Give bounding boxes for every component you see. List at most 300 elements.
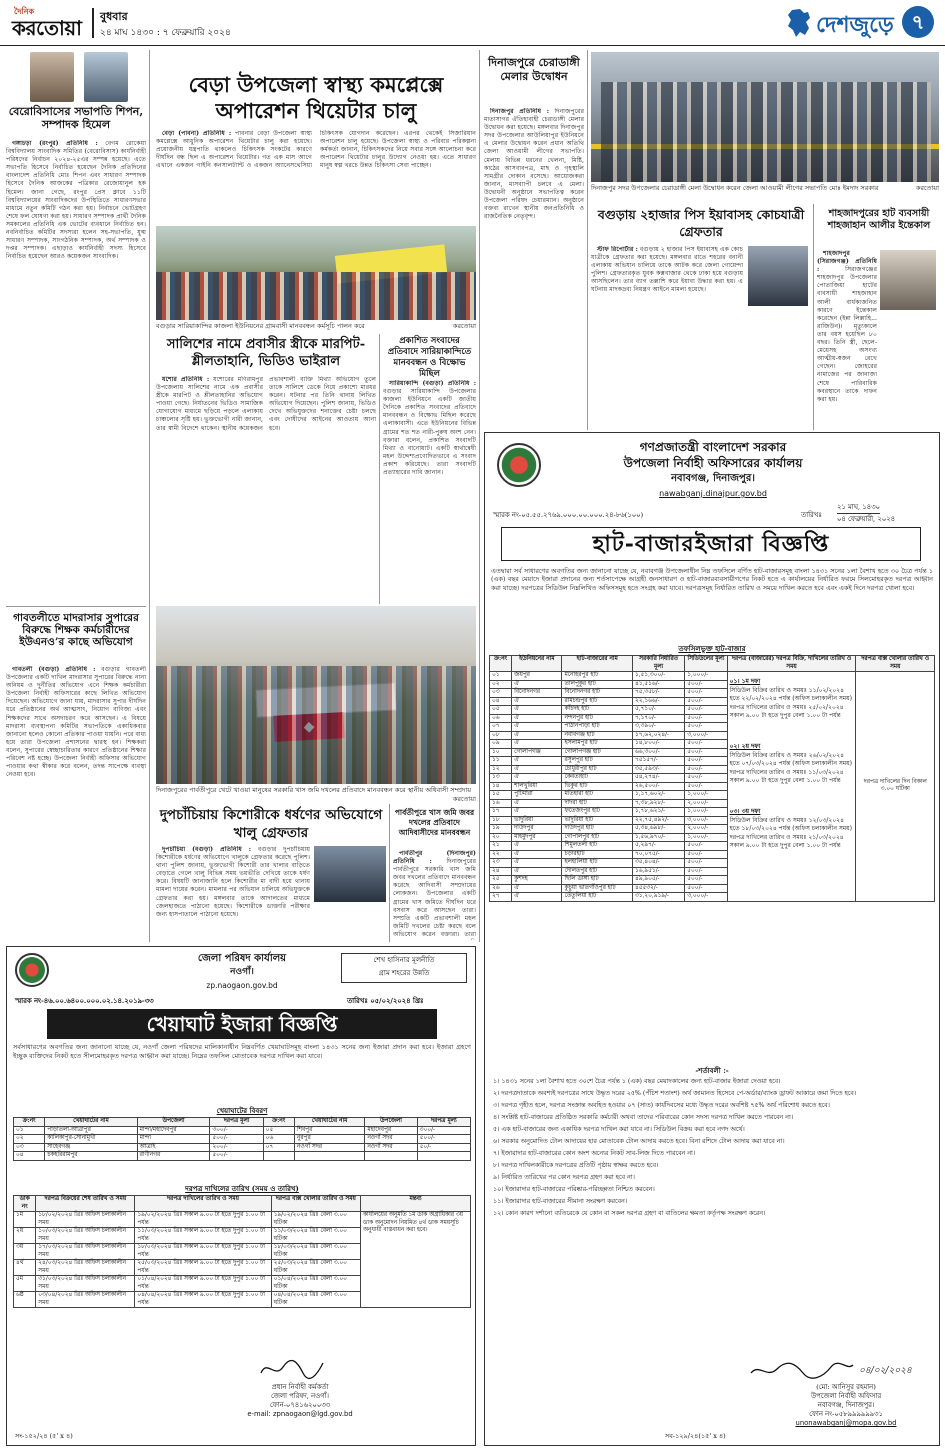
profile-article — [6, 140, 146, 602]
table-cell: ৩,০০০/- — [685, 731, 727, 740]
table-cell: ০১ — [14, 1126, 45, 1135]
table-cell: ঐ — [512, 731, 562, 740]
table-cell: ২৬,৫০০/- — [632, 782, 684, 791]
dinajpur-rule — [587, 50, 588, 430]
protest-headline: প্রকাশিত সংবাদের প্রতিবাদে সারিয়াকান্দিতে মানববন্ধন ও বিক্ষোভ মিছিল — [387, 336, 472, 379]
zp-phone: ফোন-০৭৪১৬২০০৩৩ — [269, 1401, 331, 1409]
table-cell: পুটিমারা — [512, 791, 562, 800]
dignitaries-decoration — [601, 82, 931, 182]
zp-slogan-box — [341, 953, 467, 983]
table-cell: ৪র্থ — [14, 1260, 36, 1276]
table-cell: ৫০০/- — [685, 782, 727, 791]
yaba-headline: বগুড়ায় ২হাজার পিস ইয়াবাসহ কোচযাত্রী গ্রেফতার — [597, 207, 805, 239]
table-cell: ১৭,৬২,০২৪/- — [632, 731, 684, 740]
yaba-dateline: স্টাফ রিপোর্টার : — [597, 246, 638, 253]
zp-sign-title: প্রধান নির্বাহী কর্মকর্তা — [271, 1383, 329, 1391]
zp-memo: স্মারক নং-৪৬.০০.৬৪০০.০০০.০২.১৪.২০১৯-৩৩ — [15, 997, 154, 1005]
table-cell: ০৪ — [14, 1152, 45, 1161]
condition-item: ৫। এক হাট-বাজারের জন্য একাধিক দরপত্র দাখিল করা যাবে না। সিডিউল বিক্রয় করা হবে নগদ অর্থে। — [493, 1126, 745, 1133]
parbatipur-body: দিনাজপুরের পার্বতীপুরে সরকারি খাস জমি জবর দখলের প্রতিবাদে মানববন্ধন করেছে আদিবাসী সম্প্রদায়ের লোকজন। উপজেলার একটি গ্রামের খাস জমিতে দীর্ঘদিন ধরে বসবাস করে আসছেন তারা। সম্প্রতি একটি প্রভাবশালী মহল জমিটি দখলের চেষ্টা করছে বলে অভিযোগ করেন বক্তারা। তারা — [393, 858, 476, 938]
dinajpur-dateline: দিনাজপুর প্রতিনিধি : — [490, 108, 549, 115]
table-cell: ইসলামপুর হাট — [562, 740, 632, 749]
table-cell: ৩,০০০/- — [685, 893, 727, 902]
table-cell: মতিহারা হাট — [562, 791, 632, 800]
zp-email[interactable]: e-mail: zpnaogaon@lgd.gov.bd — [247, 1410, 353, 1418]
condition-item: ৩। দরপত্র গৃহীত হলে, দরপত্র সংক্রান্ত অবহিত হওয়ার ০৭ (সাত) কার্যদিবসের মধ্যে উদ্ধৃত দরের অবশিষ্ট ৭৫% অর্থ পরিশোধ করতে হবে। — [493, 1102, 830, 1109]
uno-sign-title: উপজেলা নির্বাহী অফিসার — [810, 1392, 882, 1400]
table-cell: ঐ — [512, 893, 562, 902]
table-cell: গোলাপগঞ্জ হাট — [562, 748, 632, 757]
table-cell: ০৩/০৪/২০২৪ খ্রিঃ অফিস চলাকালীন সময় — [36, 1292, 135, 1308]
dinajpur-headline: দিনাজপুরে চেরাডাঙ্গী মেলার উদ্বোধন — [488, 56, 580, 83]
table-cell: ৫০০/- — [685, 740, 727, 749]
table-cell: ২১ — [490, 842, 512, 851]
schedule-header: ডাক নং — [14, 1196, 36, 1212]
masthead-divider — [92, 8, 94, 38]
table-cell: গোলাপগঞ্জ — [512, 748, 562, 757]
top-story-dateline: বেড়া (পাবনা) প্রতিনিধি : — [162, 130, 232, 137]
death-headline: শাহজাদপুরের হাট ব্যবসায়ী শাহজাহান আলীর ইন্তেকাল — [827, 208, 931, 231]
phase-title: ০৩। ৩য় দফা — [729, 807, 761, 815]
table-cell: রসুলপুর হাট — [562, 757, 632, 766]
protest-photo — [156, 606, 476, 784]
table-cell: রাণীনগর — [137, 1152, 210, 1161]
table-cell: ৫০০/- — [685, 714, 727, 723]
table-cell: ১৮/০৩/২০২৪ খ্রিঃ সকাল ৯.০০ টা হতে দুপুর ১.০০ টা পর্যন্ত — [135, 1244, 271, 1260]
table-cell: ৫০০/- — [210, 1152, 263, 1161]
ferry-table-header: উপজেলা — [137, 1118, 210, 1127]
yaba-article — [591, 246, 743, 426]
table-cell: ২৪/০৩/২০২৪ খ্রিঃ অফিস চলাকালীন সময় — [36, 1260, 135, 1276]
gov-website[interactable]: nawabganj.dinajpur.gov.bd — [659, 489, 767, 498]
table-cell: ২৫/০৩/২০২৪ খ্রিঃ বেলা ৩.০০ ঘটিকা — [271, 1260, 360, 1276]
madrasa-headline: গাবতলীতে মাদরাসার সুপারের বিরুদ্ধে শিক্ষক কর্মচারীদের ইউএনও’র কাছে অভিযোগ — [13, 612, 139, 649]
table-cell: ৩,৩৯০/- — [632, 723, 684, 732]
table-cell: নওগাঁ সদর — [294, 1143, 364, 1152]
table-cell: বিনোদনগর হাট — [562, 689, 632, 698]
table-cell: শিমুলতলী হাট — [562, 842, 632, 851]
table-cell: ৭৫১৫৭/- — [632, 757, 684, 766]
condition-item: ১০। ইজারাদার হাট-বাজারের পরিষ্কার-পরিচ্ছন্নতা নিশ্চিত করবেন। — [493, 1186, 655, 1193]
salish-headline: সালিশের নামে প্রবাসীর স্ত্রীকে মারপিট-শ্লীলতাহানি, ভিডিও ভাইরাল — [166, 337, 366, 369]
dinajpur-article — [484, 108, 584, 426]
salish-dateline: যশোর প্রতিনিধি : — [162, 376, 210, 383]
table-cell: ২,০০০/- — [685, 799, 727, 808]
table-cell: ঐ — [512, 714, 562, 723]
table-cell: দাউদপুর হাট — [562, 825, 632, 834]
table-cell: ৩৫,৫৯৩/- — [632, 765, 684, 774]
zp-seal-icon — [15, 953, 49, 987]
table-cell: ০৪ — [490, 697, 512, 706]
ferry-table-header: ক্র:নং — [14, 1118, 45, 1127]
gov-date-2: ০৪ ফেব্রুয়ারী, ২০২৪ — [837, 515, 896, 523]
table-cell: ৫০০/- — [685, 697, 727, 706]
arrest-rule — [389, 804, 390, 942]
uno-signature-icon — [747, 1359, 857, 1381]
table-cell: ঐ — [512, 680, 562, 689]
phase-text: সিডিউল বিক্রির তারিখ ও সময়ঃ ১২/০৩/২০২৪ হতে ১৮/০৩/২০২৪ পর্যন্ত (অফিস চলাকালীন সময়) দরপত্র দাখিলের তারিখ ও সময়ঃ ২১/০৩/২০২৪ সকাল ৯.০০ টা হতে দুপুর বেলা ১.০০ টা পর্যন্ত — [729, 816, 852, 850]
phase-schedule-cell — [727, 672, 856, 902]
condition-item: ৯। নির্ধারিত তারিখের পর কোন দরপত্র গ্রহণ করা হবে না। — [493, 1174, 635, 1181]
table-cell: ০১ — [490, 672, 512, 681]
table-cell: ৩০০/- — [417, 1126, 470, 1135]
masthead-brand-small: দৈনিক — [14, 6, 35, 16]
table-cell: ১৭/০৩/২০২৪ খ্রিঃ অফিস চলাকালীন সময় — [36, 1244, 135, 1260]
fair-inauguration-credit: করতোয়া — [915, 184, 939, 192]
table-cell: ছিলি ডাঙ্গা হাট — [562, 876, 632, 885]
table-cell: ঐ — [512, 799, 562, 808]
table-cell: ৪১,৫১৬/- — [632, 680, 684, 689]
table-cell: ০৩ — [490, 689, 512, 698]
table-cell: ভাদুরিয়া হাট — [562, 816, 632, 825]
table-cell: চৌধুরীপুর হাট — [562, 765, 632, 774]
table-cell: ঐ — [512, 723, 562, 732]
human-chain-caption — [156, 322, 476, 331]
gov-intro: এতদ্বারা সর্ব সাধারণের অবগতির জন্য জানানো যাচ্ছে যে, নবাবগঞ্জ উপজেলাধীন নিম্ন তফসিলে বর্ণিত হাট-বাজারসমূহ বাংলা ১৪৩১ সনের ১লা বৈশাখ হতে ৩০ চৈত্র পর্যন্ত ১ (এক) বছর মেয়াদে ইজারা প্রদানের জন্য শর্তসাপেক্ষে আগ্রহী জনসাধারণ ও হাট-বাজারব্যবসায়ীগণের নিকট হতে এ কার্যালয়ের নির্ধারিত ফরমে সিলমোহরকৃত দরপত্র আহ্বান করা যাচ্ছে। দরপত্রের সিডিউল নিম্নলিখিত অফিসসমূহ হতে সংগ্রহ করা যাবে। দরপত্রসমূহ নির্ধারিত তারিখ ও সময়ে দাখিল করতে হবে এবং একই দিনে দরপত্র খোলা হবে। — [491, 567, 933, 592]
haat-bazar-table — [489, 655, 935, 902]
table-cell: ২৫/০৩/২০২৪ খ্রিঃ সকাল ৯.০০ টা হতে দুপুর ১.০০ টা পর্যন্ত — [135, 1260, 271, 1276]
table-cell: ভাদুরিয়া — [512, 816, 562, 825]
gov-seal-icon — [497, 443, 541, 487]
table-cell: ২,০০০/- — [685, 825, 727, 834]
table-cell: জয়পুর — [512, 672, 562, 681]
conditions-list — [493, 1077, 931, 1363]
protest-photo-caption — [156, 786, 476, 804]
table-cell: ১১/০৩/২০২৪ খ্রিঃ সকাল ৯.০০ টা হতে দুপুর ১.০০ টা পর্যন্ত — [135, 1228, 271, 1244]
table-cell: চড়ারহাট — [562, 850, 632, 859]
schedule-header-row — [14, 1196, 471, 1212]
table-cell: ০৩ — [14, 1143, 45, 1152]
table-cell: ০২ — [490, 680, 512, 689]
dinajpur-body: দিনাজপুরের মাতাসাগর ঐতিহ্যবাহী চেরাডাঙ্গী মেলার উদ্বোধন করা হয়েছে। মঙ্গলবার দিনাজপুর সদর উপজেলার আউলিয়াপুর ইউনিয়নে এ মেলার উদ্বোধন করেন প্রধান অতিথি জেলা আওয়ামী লীগের সভাপতি। মেলায় বিভিন্ন ধরনের খেলনা, মিষ্টি, কাঠের আসবাবপত্র, মাছ ও গৃহস্থালি সামগ্রীর দোকান বসেছে। আয়োজকরা জানান, মাসব্যাপী চলবে এ মেলা। উদ্বোধনী অনুষ্ঠানে সভাপতিত্ব করেন উপজেলা পরিষদ চেয়ারম্যান। অনুষ্ঠানে বক্তব্য রাখেন স্থানীয় জনপ্রতিনিধি ও রাজনৈতিক নেতৃবৃন্দ। — [484, 108, 584, 221]
phase-text: সিডিউল বিক্রির তারিখ ও সময়ঃ ১১/০২/২০২৪ হতে ২২/০২/২০২৪ পর্যন্ত (অফিস চলাকালীন সময়) দরপত্র দাখিলের তারিখ ও সময়ঃ ২৫/০২/২০২৪ সকাল ৯.০০ টা হতে দুপুর বেলা ১.০০ টা পর্যন্ত — [729, 686, 852, 720]
arrest-headline: দুপচাঁচিয়ায় কিশোরীকে ধর্ষণের অভিযোগে খালু গ্রেফতার — [159, 807, 383, 841]
table-cell: ৩১/০৩/২০২৪ খ্রিঃ অফিস চলাকালীন সময় — [36, 1276, 135, 1292]
left-col-rule — [149, 50, 150, 942]
table-cell: কালিকাপুর-সোনামুখী — [45, 1135, 137, 1144]
section-name: দেশজুড়ে — [816, 12, 894, 38]
table-cell: ১,৫১,৩০০/- — [632, 672, 684, 681]
schedule-header: দরপত্র দাখিলের তারিখ ও সময় — [135, 1196, 271, 1212]
schedule-title: দরপত্র দাখিলের তারিখ (সময় ও তারিখ) — [185, 1184, 299, 1193]
protest-dateline: সারিয়াকান্দি (বগুড়া) প্রতিনিধি : — [389, 380, 476, 387]
top-story-body: পাবনার বেড়া উপজেলা স্বাস্থ্য কমপ্লেক্সে আধুনিক অপারেশন থিয়েটার চালু করা হয়েছে। প্রয়োজনীয় যন্ত্রপাতি থাকলেও চিকিৎসক সংকটের কারণে দীর্ঘদিন বন্ধ ছিল এ অপারেশন থিয়েটার। গত এক মাস আগে এখানে একজন গাইনি কনসালট্যান্ট ও একজন অ্যানেসথেসিয়া চিকিৎসক যোগদান করেছেন। এরপর থেকেই সিজারিয়ান অপারেশন চালু হয়েছে। উপজেলা স্বাস্থ্য ও পরিবার পরিকল্পনা কর্মকর্তা জানান, চিকিৎসকদের নিয়ে সবার সঙ্গে আলোচনা করে অপারেশন থিয়েটার চালুর উদ্যোগ নেওয়া হয়। এতে সাধারণ মানুষ স্বল্প খরচে উন্নত চিকিৎসা সেবা পাচ্ছেন। — [156, 130, 476, 170]
table-cell: ০৭ — [490, 723, 512, 732]
open-time-cell — [856, 672, 935, 902]
table-cell: ৩১,২০,৯১৯/- — [632, 893, 684, 902]
table-cell: চকহরিরামপুর — [45, 1152, 137, 1161]
table-cell: নওগাঁ সদর — [365, 1143, 417, 1152]
phase-title: ০২। ২য় দফা — [729, 742, 761, 750]
condition-item: ৭। ইজারাদার হাট-বাজারের কোন অংশ অন্যের নিকট সাব-লিজ দিতে পারবেন না। — [493, 1150, 696, 1157]
table-cell: ২য় — [14, 1228, 36, 1244]
table-cell: ২৭ — [490, 893, 512, 902]
table-cell: ৫,৭১০/- — [632, 706, 684, 715]
profile-headline: বেরোবিসাসের সভাপতি শিপন, সম্পাদক হিমেল — [8, 105, 144, 131]
table-cell: ২৫ — [490, 876, 512, 885]
profile-body: বেগম রোকেয়া বিশ্ববিদ্যালয় সাংবাদিক সমিতির (বেরোবিসাস) কার্যনির্বাহী পরিষদের নির্বাচন ২০২৪-২৫এর সম্পন্ন হয়েছে। এতে সভাপতি হিসেবে নির্বাচিত হয়েছেন দৈনিক প্রতিদিনের বাংলাদেশ প্রতিনিধি মোঃ শিপন এবং সাধারণ সম্পাদক হিসেবে দৈনিক আজকের পত্রিকার রেজোয়ানুল হক হিমেল। জানা গেছে, রংপুর প্রেস ক্লাবে ১১টি বিশ্ববিদ্যালয়ের সাংবাদিকদের উপস্থিতিতে সাধারণসভার মাধ্যমে নতুন কমিটি গঠন করা হয়। নির্বাচনে ভোটগ্রহণ শেষে ফল ঘোষণা করা হয়। সাধারণ সম্পাদক প্রার্থী দৈনিক সমকালের প্রতিনিধি এক ভোটের ব্যবধানে নির্বাচিত হন। নবনির্বাচিত কমিটির সদস্যরা হলেন সহ-সভাপতি, যুগ্ম সাধারণ সম্পাদক, সাংগঠনিক সম্পাদক, অর্থ সম্পাদক ও দপ্তর সম্পাদক। এছাড়াও কার্যনির্বাহী সদস্য হিসেবে নির্বাচিত হয়েছেন আরও কয়েকজন সাংবাদিক। — [6, 140, 146, 261]
salish-article — [156, 376, 376, 602]
table-cell: ২২,১৬৬/- — [632, 697, 684, 706]
table-cell: ০২ — [14, 1135, 45, 1144]
table-cell: মহাদেবপুর — [365, 1126, 417, 1135]
ferry-ad-code: সং-১৫২/২৪ (৫' x ৪) — [15, 1432, 73, 1440]
table-cell: ৫৪,২৭৪/- — [632, 774, 684, 783]
condition-item: ৬। সরকার অনুমোদিত টোল আদায়ের হার মোতাবেক টোল আদায় করতে হবে। বিনা রশিদে টোল আদায় করা যাবে না। — [493, 1138, 785, 1145]
table-cell: গোপালপুর হাট — [562, 833, 632, 842]
table-cell: ঐ — [512, 765, 562, 774]
table-cell: ২০ — [490, 833, 512, 842]
table-cell: ৫০০/- — [417, 1135, 470, 1144]
ferry-table-header: খেয়াঘাটের নাম — [45, 1118, 137, 1127]
schedule-header: মন্তব্য — [361, 1196, 471, 1212]
death-body: সিরাজগঞ্জের শাহজাদপুর উপজেলার পোতাজিয়া হাটের ব্যবসায়ী শাহজাহান আলী বার্ধক্যজনিত কারণে ইন্তেকাল করেছেন (ইন্না লিল্লাহি... রাজিউন)। মৃত্যুকালে তার বয়স হয়েছিল ৮০ বছর। তিনি স্ত্রী, ছেলে-মেয়েসহ অসংখ্য আত্মীয়-স্বজন রেখে গেছেন। জোহরের নামাজের পর জানাজা শেষে পারিবারিক কবরস্থানে তাকে দাফন করা হয়। — [817, 266, 877, 403]
table-cell: ১,০০০/- — [685, 791, 727, 800]
table-cell: শিবপুর — [294, 1126, 364, 1135]
table-cell: ১,০০০/- — [685, 808, 727, 817]
zp-website[interactable]: zp.naogaon.gov.bd — [206, 981, 278, 990]
table-cell: ৫ম — [14, 1276, 36, 1292]
death-article — [817, 250, 877, 426]
uno-sign-name: (মো: আনিসুর রহমান) — [816, 1383, 876, 1391]
table-cell: ৫,২৯৭/- — [632, 842, 684, 851]
table-cell: ২২,৭৫,৪৯২/- — [632, 816, 684, 825]
salish-body: যশোরের মণিরামপুর উপজেলায় সালিশের নামে এক প্রবাসীর স্ত্রীকে মারপিট ও শ্লীলতাহানির অভিযোগ পাওয়া গেছে। নির্যাতনের ভিডিও সামাজিক যোগাযোগ মাধ্যমে ছড়িয়ে পড়লে এলাকায় চাঞ্চল্যের সৃষ্টি হয়। ভুক্তভোগী নারী জানান, তার স্বামী বিদেশে থাকেন। স্থানীয় কয়েকজন প্রভাবশালী ব্যক্তি মিথ্যা অভিযোগ তুলে তাকে সালিশে ডেকে নিয়ে প্রকাশ্যে মারধর করেন। ঘটনার পর তিনি থানায় লিখিত অভিযোগ দিয়েছেন। পুলিশ জানায়, ভিডিও দেখে অভিযুক্তদের শনাক্তের চেষ্টা চলছে এবং দোষীদের আইনের আওতায় আনা হবে। — [156, 376, 376, 432]
gov-table-header: দরপত্র বাক্স খোলার তারিখ ও সময় — [856, 656, 935, 672]
table-cell — [417, 1152, 470, 1161]
table-cell: ঐ — [512, 740, 562, 749]
condition-item: ১২। কোন কারণ দর্শানো ব্যতিরেকে যে কোন বা সকল দরপত্র গ্রহণ বা বাতিলের ক্ষমতা কর্তৃপক্ষ সংরক্ষণ করেন। — [493, 1210, 766, 1217]
table-cell: ১,০০০/- — [685, 833, 727, 842]
table-cell — [365, 1152, 417, 1161]
gov-table-header: ক্র:নং — [490, 656, 512, 672]
table-cell: ঐ — [512, 697, 562, 706]
table-cell: দাউদপুর — [512, 825, 562, 834]
profile-photo-shipon — [30, 52, 74, 102]
table-cell: ১৫ — [490, 791, 512, 800]
arrest-body: বগুড়ার দুপচাঁচিয়ায় কিশোরীকে ধর্ষণের অভিযোগে খালুকে গ্রেফতার করেছে পুলিশ। থানা পুলিশ জানায়, ভুক্তভোগী কিশোরী তার খালার বাড়িতে বেড়াতে গেলে খালু বিভিন্ন সময় ভয়ভীতি দেখিয়ে তাকে ধর্ষণ করে। বিষয়টি জানাজানি হলে কিশোরীর মা বাদী হয়ে থানায় মামলা দায়ের করেন। মামলার পর অভিযান চালিয়ে অভিযুক্তকে গ্রেফতার করা হয়। মঙ্গলবার তাকে আদালতের মাধ্যমে জেলহাজতে পাঠানো হয়েছে। কিশোরীকে ডাক্তারি পরীক্ষার জন্য হাসপাতালে পাঠানো হয়েছে। — [156, 846, 310, 918]
table-cell: ১৮/০৩/২০২৪ খ্রিঃ বেলা ৩.০০ ঘটিকা — [271, 1244, 360, 1260]
gov-table-title: তফসিলভুক্ত হাট-বাজার — [678, 644, 746, 653]
table-cell: ভিকুর হাট — [562, 782, 632, 791]
profile-photo-himel — [84, 52, 128, 102]
table-cell: মাহমুদপুর — [512, 833, 562, 842]
table-cell: ১৩ — [490, 774, 512, 783]
human-chain-caption-text: বগুড়ার সারিয়াকান্দির কাজলা ইউনিয়নের গ্রামবাসী মানববন্ধন কর্মসূচি পালন করে — [156, 322, 365, 330]
table-cell: ৫০০/- — [685, 706, 727, 715]
zp-slogan-2: গ্রাম শহরের উন্নতি — [378, 969, 430, 977]
uno-sign-email[interactable]: unonawabganj@mopa.gov.bd — [795, 1419, 897, 1427]
parbatipur-article — [393, 850, 476, 940]
table-cell: ঐ — [512, 774, 562, 783]
table-cell: রামচন্দ্রপুর হাট — [562, 697, 632, 706]
schedule-header: দরপত্র বাক্স খোলার তারিখ ও সময় — [271, 1196, 360, 1212]
table-cell: ৫০০/- — [685, 680, 727, 689]
center-col-rule — [479, 50, 480, 942]
table-cell: ২৩ — [490, 859, 512, 868]
table-cell: ২৪ — [490, 867, 512, 876]
ferry-table-header: ক্র:নং — [263, 1118, 294, 1127]
table-cell: ৬৬,৩০০/- — [632, 748, 684, 757]
table-cell: ৬ষ্ঠ — [14, 1292, 36, 1308]
condition-item: ৮। দরপত্র দাখিলকারীকে দরপত্রের প্রতিটি পৃষ্ঠায় স্বাক্ষর করতে হবে। — [493, 1162, 659, 1169]
table-cell: ১৯ — [490, 825, 512, 834]
parbatipur-dateline: পার্বতীপুর (দিনাজপুর) প্রতিনিধি : — [393, 850, 476, 866]
protest-photo-credit: করতোয়া — [452, 795, 476, 803]
table-cell: হলহালিয়া হাট — [562, 859, 632, 868]
table-cell: ঐ — [512, 867, 562, 876]
gov-line-2: উপজেলা নির্বাহী অফিসারের কার্যালয় — [623, 456, 803, 470]
arrest-article — [156, 846, 310, 940]
table-cell: কুচুয়া ভাতগাঁওপুর হাট — [562, 884, 632, 893]
ferry-table-header: দরপত্র মূল্য — [417, 1118, 470, 1127]
table-cell: ১৬,৯৫১/- — [632, 867, 684, 876]
table-cell: ০৭ — [263, 1143, 294, 1152]
uno-sign-place: নবাবগঞ্জ, দিনাজপুর। — [817, 1401, 875, 1409]
ferry-table-header-row — [14, 1118, 471, 1127]
table-cell: ৩,০০০/- — [685, 816, 727, 825]
human-chain-credit: করতোয়া — [452, 322, 476, 330]
table-cell: ০৫ — [490, 706, 512, 715]
table-cell: নওগাঁ সদর — [365, 1135, 417, 1144]
table-cell: ৫০০/- — [685, 859, 727, 868]
table-cell: ১৯/০২/২০২৪ খ্রিঃ সকাল ৯.০০ টা হতে দুপুর ১.০০ টা পর্যন্ত — [135, 1212, 271, 1228]
table-cell: ৩৫,৪০৪/- — [632, 859, 684, 868]
uno-sign-block — [761, 1383, 931, 1428]
table-cell: ১০ — [490, 748, 512, 757]
haat-bazar-tender-notice — [484, 432, 940, 1446]
table-cell — [263, 1152, 294, 1161]
table-cell: ১৮/০২/২০২৪ খ্রিঃ অফিস চলাকালীন সময় — [36, 1212, 135, 1228]
table-cell: কুশদহ — [512, 876, 562, 885]
zp-place: নওগাঁ। — [230, 967, 254, 977]
protest-crowd-decoration — [156, 666, 476, 784]
table-cell: ১৯/০২/২০২৪ খ্রিঃ বেলা ৩.০০ ঘটিকা — [271, 1212, 360, 1228]
gov-table-header: দরপত্র (বাজারের) দরপত্র বিক্রি, দাখিলের তারিখ ও সময় — [727, 656, 856, 672]
table-cell: বিনোদনগর — [512, 689, 562, 698]
table-cell: ০৬ — [263, 1135, 294, 1144]
phase-title: ০১। ১ম দফা — [729, 678, 761, 685]
table-cell: দাদরা হাট — [562, 799, 632, 808]
top-story-article — [156, 130, 476, 222]
masthead-day: বুধবার — [100, 10, 128, 23]
table-cell: নুরপুর — [294, 1135, 364, 1144]
salish-rule — [379, 334, 380, 604]
table-cell: ১১ — [490, 757, 512, 766]
table-cell: ৩য় — [14, 1244, 36, 1260]
table-cell: ৫০০/- — [685, 748, 727, 757]
table-cell: মান্দা/মহাদেবপুর — [137, 1126, 210, 1135]
protest-photo-caption-text: দিনাজপুরের পার্বতীপুরে খেটে খাওয়া মানুষের সরকারি খাস জমি দখলের প্রতিবাদে মানববন্ধন করে স্থানীয় অধিবাসী সম্প্রদায় — [156, 786, 472, 794]
table-cell: ঐ — [512, 706, 562, 715]
gov-ad-code: সব-১২৯/২৪(১৫' x ৪) — [665, 1432, 726, 1440]
table-cell: ১২ — [490, 765, 512, 774]
table-cell: ৫০/- — [417, 1143, 470, 1152]
table-cell: ঐ — [512, 859, 562, 868]
zp-signature-icon — [257, 1357, 327, 1381]
table-cell: নবাবগঞ্জ হাট — [562, 731, 632, 740]
gov-memo: স্মারক নং-০৫.৫৫.২৭৬৯.০০০.০০.০০০.২৪-৮৬(১০০) — [493, 511, 644, 519]
table-cell: ১ম — [14, 1212, 36, 1228]
ferry-ghat-tender-notice — [6, 946, 476, 1446]
table-row — [14, 1212, 471, 1228]
table-cell: ৭৫,৩৫৮/- — [632, 689, 684, 698]
madrasa-body: বগুড়ার গাবতলী উপজেলার একটি দাখিল মাদরাসার সুপারের বিরুদ্ধে নানা অনিয়ম ও দুর্নীতির অভিযোগ এনে শিক্ষক কর্মচারীরা উপজেলা নির্বাহী অফিসারের কাছে লিখিত অভিযোগ দিয়েছেন। অভিযোগে জানা যায়, মাদরাসার সুপার দীর্ঘদিন ধরে প্রতিষ্ঠানের অর্থ আত্মসাৎ, নিয়োগ বাণিজ্য এবং শিক্ষকদের সাথে অসদাচরণ করে আসছেন। এ বিষয়ে মাদরাসা ব্যবস্থাপনা কমিটির সভাপতিকে একাধিকবার জানানো হলেও কোনো প্রতিকার পাওয়া যায়নি। পরে বাধ্য হয়ে তারা উপজেলা প্রশাসনের দ্বারস্থ হন। শিক্ষকরা বলেন, সুপারের স্বেচ্ছাচারিতার কারণে প্রতিষ্ঠানের শিক্ষার পরিবেশ নষ্ট হচ্ছে। উপজেলা নির্বাহী অফিসার অভিযোগ পাওয়ার কথা স্বীকার করে বলেন, তদন্ত সাপেক্ষে ব্যবস্থা নেওয়া হবে। — [6, 666, 146, 779]
table-cell: ০৪/০৪/২০২৪ খ্রিঃ সকাল ৯.০০ টা হতে দুপুর ১.০০ টা পর্যন্ত — [135, 1292, 271, 1308]
table-cell: ঐ — [512, 808, 562, 817]
protest-body: বগুড়ার সারিয়াকান্দি উপজেলার কাজলা ইউনিয়নে একটি জাতীয় দৈনিকে প্রকাশিত সংবাদের প্রতিবাদে মানববন্ধন ও বিক্ষোভ মিছিল করেছে এলাকাবাসী। এতে ইউনিয়নের বিভিন্ন গ্রামের শত শত নারী-পুরুষ অংশ নেন। বক্তারা বলেন, প্রকাশিত সংবাদটি মিথ্যা ও বানোয়াট। একটি স্বার্থান্বেষী মহল উদ্দেশ্যপ্রণোদিতভাবে এ সংবাদ প্রকাশ করিয়েছে। তারা সংবাদটি প্রত্যাহারের দাবি জানান। — [383, 388, 476, 477]
table-cell: ৪৫৫৩২/- — [632, 884, 684, 893]
gov-table-header: সিডিউলের মূল্য — [685, 656, 727, 672]
ferry-intro: সর্বসাধারণের অবগতির জন্য জানানো যাচ্ছে যে, নওগাঁ জেলা পরিষদের মালিকানাধীন নিম্নবর্ণিত খেয়াঘাটসমূহ বাংলা ১৪৩১ সনের জন্য ইজারা প্রদান করা হবে। ইজারা গ্রহণে ইচ্ছুক ব্যক্তিদের নিকট হতে সীলমোহরকৃত দরপত্র আহ্বান করা যাচ্ছে। নিম্নের তফসিল মোতাবেক দরপত্র দাখিল করা যাবে। — [13, 1043, 471, 1060]
suspect-photo — [314, 846, 386, 902]
table-cell: ৫০০/- — [685, 689, 727, 698]
table-cell: ১৮ — [490, 816, 512, 825]
schedule-table — [13, 1195, 471, 1308]
table-row — [490, 672, 935, 681]
table-cell: ০৯ — [490, 740, 512, 749]
ferry-banner: খেয়াঘাট ইজারা বিজ্ঞপ্তি — [47, 1009, 437, 1039]
ferry-table-title: খেয়াঘাটের বিবরণ — [216, 1106, 268, 1115]
masthead-brand: করতোয়া — [12, 16, 82, 40]
table-cell: ৪৯,৯০৫/- — [632, 876, 684, 885]
profile-dateline: গঙ্গাচড়া (রংপুর) প্রতিনিধি : — [12, 140, 98, 147]
table-cell: ১০/০৩/২০২৪ খ্রিঃ অফিস চলাকালীন সময় — [36, 1228, 135, 1244]
schedule-header: দরপত্র বিক্রয়ের শেষ তারিখ ও সময় — [36, 1196, 135, 1212]
human-chain-photo — [156, 226, 476, 320]
table-cell: ৫০০/- — [685, 757, 727, 766]
table-row — [14, 1126, 471, 1135]
zp-sign-block — [225, 1383, 375, 1419]
condition-item: ১১। ইজারাদার হাট-বাজারের সীমানা সংরক্ষণ করবেন। — [493, 1198, 628, 1205]
table-cell: ৫০০/- — [685, 884, 727, 893]
table-cell: ০৬ — [490, 714, 512, 723]
ferry-table-header: খেয়াঘাটের নাম — [294, 1118, 364, 1127]
table-row — [14, 1143, 471, 1152]
table-cell: ঐ — [512, 850, 562, 859]
zp-office: জেলা পরিষদ কার্যালয় — [197, 953, 287, 964]
table-cell: তেঁতুলিয়া হাট — [562, 893, 632, 902]
open-time-text: দরপত্র দাখিলের দিন বিকাল ৩.০০ ঘটিকা — [863, 778, 927, 793]
gov-line-1: গণপ্রজাতন্ত্রী বাংলাদেশ সরকার — [639, 440, 787, 454]
masthead — [0, 0, 945, 46]
table-cell: ১৬ — [490, 799, 512, 808]
yaba-body: বগুড়ায় ২ হাজার পিস ইয়াবাসহ এক কোচ যাত্রীকে গ্রেফতার করা হয়েছে। মঙ্গলবার রাতে শহরের বনানী এলাকায় অভিযান চালিয়ে তাকে আটক করে জেলা গোয়েন্দা পুলিশ। গ্রেফতারকৃত যুবক কক্সবাজার থেকে ঢাকা হয়ে বগুড়ায় আসছিলেন। তার ব্যাগ তল্লাশি করে ইয়াবা উদ্ধার করা হয়। এ ঘটনায় মাদকদ্রব্য নিয়ন্ত্রণ আইনে মামলা হয়েছে। — [591, 246, 743, 294]
table-cell: ৫০০/- — [685, 876, 727, 885]
table-cell: মনোহরপুর হাট — [562, 672, 632, 681]
condition-item: ১। ১৪৩১ সনের ১লা বৈশাখ হতে ৩০শে চৈত্র পর্যন্ত ১ (এক) বছর মেয়াদকালের জন্য হাট-বাজার ইজারা দেওয়া হবে। — [493, 1078, 781, 1085]
table-cell: ৭,১৭০/- — [632, 714, 684, 723]
table-cell: ০৪/০৪/২০২৪ খ্রিঃ বেলা ৩.০০ ঘটিকা — [271, 1292, 360, 1308]
masthead-date: ২৪ মাঘ ১৪৩০ : ৭ ফেব্রুয়ারি ২০২৪ — [100, 28, 231, 38]
table-cell: ১,৭৮,৬২১/- — [632, 808, 684, 817]
madrasa-article — [6, 666, 146, 938]
table-cell: ঐ — [512, 884, 562, 893]
gov-date-label: তারিখঃ — [801, 511, 822, 519]
table-cell: কৈবর্ত্যহাট — [562, 774, 632, 783]
table-cell: ০১/০৪/২০২৪ খ্রিঃ বেলা ৩.০০ ঘটিকা — [271, 1276, 360, 1292]
phase-text: সিডিউল বিক্রির তারিখ ও সময়ঃ ২৬/০২/২০২৪ হতে ০৭/০৩/২০২৪ পর্যন্ত (অফিস চলাকালীন সময়) দরপত্র দাখিলের তারিখ ও সময়ঃ ১১/০৩/২০২৪ সকাল ৯.০০ টা হতে দুপুর বেলা ১.০০ টা পর্যন্ত — [729, 751, 852, 785]
conditions-title: -শর্তাবলী :- — [695, 1066, 729, 1075]
table-cell: ৫০০/- — [685, 765, 727, 774]
table-cell: ৫০০/- — [685, 867, 727, 876]
table-cell: আত্রাই — [137, 1143, 210, 1152]
page-number: ৭ — [902, 6, 934, 38]
remarks-cell: কার্যালয়ের অনুমতি ১ম ডাক অগ্রাধিকার ৩য় ডাক অনুমোদন নিয়মিত ৪র্থ ডাক সময়সূচি অনুযায়ী বাস্তবায়ন করা হবে। — [361, 1212, 471, 1308]
deceased-photo — [880, 250, 936, 310]
table-cell: ০৮ — [490, 731, 512, 740]
table-cell: ৭০,০৭৫/- — [632, 850, 684, 859]
